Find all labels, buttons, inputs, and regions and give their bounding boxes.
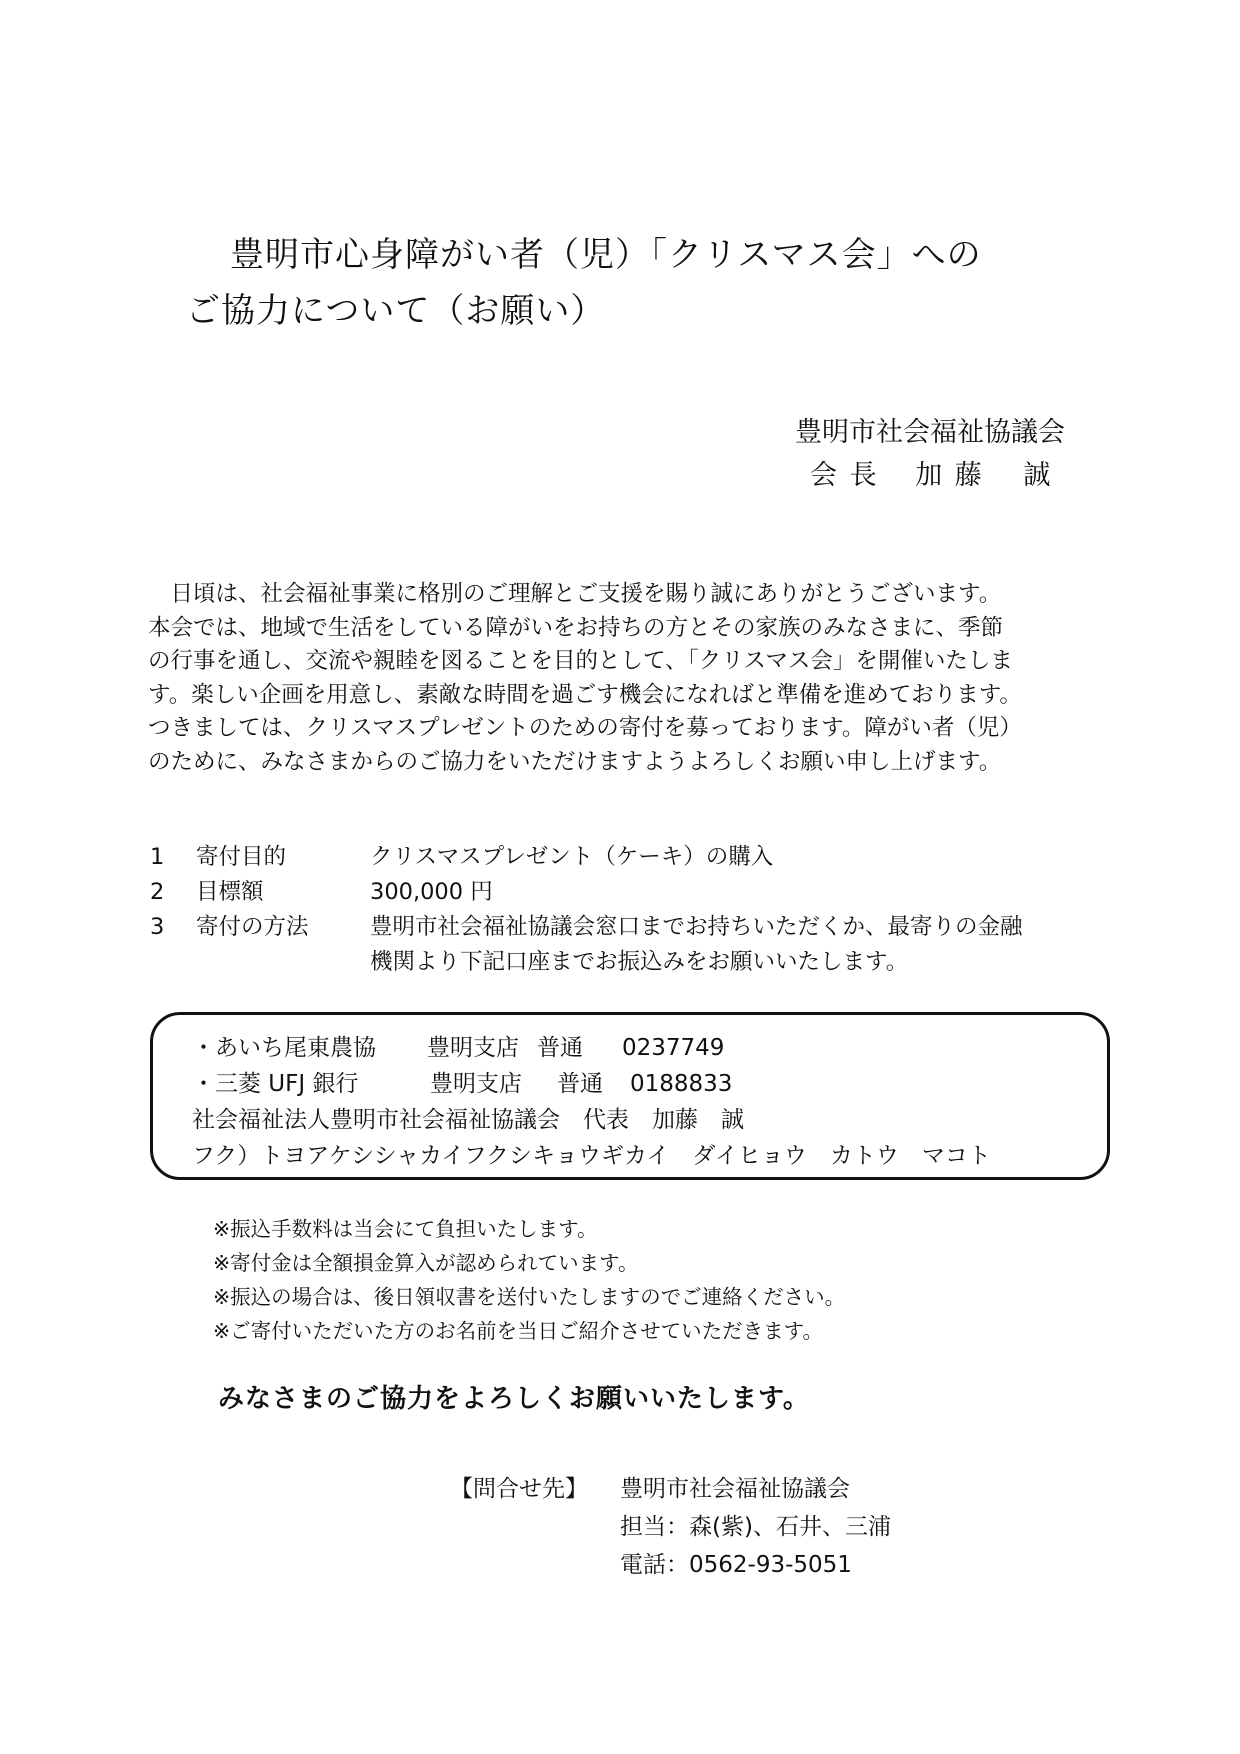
item-number: 1 bbox=[150, 844, 165, 870]
contact-row bbox=[450, 1470, 950, 1508]
bank-name: ・あいち尾東農協 bbox=[192, 1035, 376, 1061]
notes-list bbox=[213, 1212, 845, 1348]
document-title-line-1: 豊明市心身障がい者（児）「クリスマス会」への bbox=[230, 235, 982, 275]
contact-phone: 電話：0562-93-5051 bbox=[620, 1552, 852, 1578]
closing-message: みなさまのご協力をよろしくお願いいたします。 bbox=[218, 1384, 810, 1414]
account-holder-kana-row bbox=[192, 1138, 1092, 1174]
body-line: つきましては、クリスマスプレゼントのための寄付を募っております。障がい者（児） bbox=[148, 715, 1022, 741]
bank-account-details bbox=[192, 1030, 1092, 1174]
account-number: 0188833 bbox=[630, 1071, 733, 1097]
contact-label: 【問合せ先】 bbox=[450, 1476, 588, 1502]
body-paragraph bbox=[148, 578, 1108, 779]
note-item: ※ご寄付いただいた方のお名前を当日ご紹介させていただきます。 bbox=[213, 1319, 824, 1343]
contact-row bbox=[450, 1508, 950, 1546]
item-label: 目標額 bbox=[196, 879, 264, 905]
note-item: ※振込の場合は、後日領収書を送付いたしますのでご連絡ください。 bbox=[213, 1285, 846, 1309]
sender-organization: 豊明市社会福祉協議会 bbox=[795, 417, 1065, 448]
bank-name: ・三菱 UFJ 銀行 bbox=[192, 1071, 359, 1097]
note-item: ※振込手数料は当会にて負担いたします。 bbox=[213, 1217, 598, 1241]
body-line: 日頃は、社会福祉事業に格別のご理解とご支援を賜り誠にありがとうございます。 bbox=[148, 581, 1002, 607]
contact-block bbox=[450, 1470, 950, 1584]
sender-chair bbox=[810, 453, 1052, 492]
item-value: 300,000 円 bbox=[370, 879, 493, 905]
sender-name: 加 藤 誠 bbox=[915, 460, 1053, 491]
item-value-continued: 機関より下記口座までお振込みをお願いいたします。 bbox=[370, 949, 909, 975]
document-title-line-2: ご協力について（お願い） bbox=[186, 291, 606, 331]
account-type: 普通 bbox=[557, 1071, 603, 1097]
bank-branch: 豊明支店 bbox=[427, 1035, 519, 1061]
contact-organization: 豊明市社会福祉協議会 bbox=[620, 1476, 850, 1502]
account-type: 普通 bbox=[537, 1035, 583, 1061]
body-line: の行事を通し、交流や親睦を図ることを目的として、「クリスマス会」を開催いたしま bbox=[148, 648, 1013, 674]
item-label: 寄付の方法 bbox=[196, 914, 309, 940]
item-number: 3 bbox=[150, 914, 165, 940]
account-holder: 社会福祉法人豊明市社会福祉協議会 代表 加藤 誠 bbox=[192, 1107, 744, 1133]
bank-branch: 豊明支店 bbox=[430, 1071, 522, 1097]
body-line: す。楽しい企画を用意し、素敵な時間を過ごす機会になればと準備を進めております。 bbox=[148, 681, 1022, 708]
body-line: のために、みなさまからのご協力をいただけますようよろしくお願い申し上げます。 bbox=[148, 748, 1002, 775]
contact-row bbox=[450, 1546, 950, 1584]
bank-account-row bbox=[192, 1030, 1092, 1066]
account-holder-row bbox=[192, 1102, 1092, 1138]
sender-role: 会 長 bbox=[810, 460, 879, 491]
note-item: ※寄付金は全額損金算入が認められています。 bbox=[213, 1251, 639, 1275]
item-number: 2 bbox=[150, 879, 165, 905]
item-value: 豊明市社会福祉協議会窓口までお持ちいただくか、最寄りの金融 bbox=[370, 914, 1023, 940]
account-number: 0237749 bbox=[622, 1035, 725, 1061]
item-label: 寄付目的 bbox=[196, 844, 287, 870]
contact-staff: 担当：森(紫)、石井、三浦 bbox=[620, 1514, 891, 1540]
body-line: 本会では、地域で生活をしている障がいをお持ちの方とその家族のみなさまに、季節 bbox=[148, 614, 1004, 641]
bank-account-row bbox=[192, 1066, 1092, 1102]
item-value: クリスマスプレゼント（ケーキ）の購入 bbox=[370, 844, 774, 870]
account-holder-kana: フク）トヨアケシシャカイフクシキョウギカイ ダイヒョウ カトウ マコト bbox=[192, 1143, 991, 1169]
